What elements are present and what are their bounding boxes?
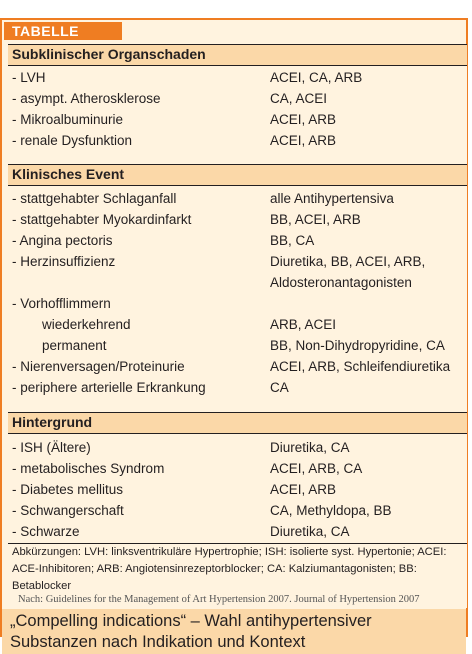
- row-value: CA, Methyldopa, BB: [270, 503, 392, 518]
- section-header-subclinical: Subklinischer Organschaden: [8, 44, 467, 66]
- table-row: [8, 88, 467, 109]
- row-label: - Nierenversagen/Proteinurie: [12, 359, 185, 374]
- row-value: CA: [270, 380, 289, 395]
- row-value: BB, Non-Dihydropyridine, CA: [270, 338, 445, 353]
- section-header-clinical-event: Klinisches Event: [8, 164, 467, 186]
- table-row: [8, 500, 467, 521]
- section-header-background: Hintergrund: [8, 412, 467, 434]
- row-label: - stattgehabter Schlaganfall: [12, 191, 177, 206]
- table-row: [8, 377, 467, 398]
- table-row: [8, 437, 467, 458]
- table-row: [8, 230, 467, 251]
- row-label: wiederkehrend: [42, 317, 131, 332]
- row-value: BB, ACEI, ARB: [270, 212, 361, 227]
- row-label: - LVH: [12, 70, 46, 85]
- row-label: - Mikroalbuminurie: [12, 112, 124, 127]
- indication-table: [8, 44, 467, 608]
- row-value: Diuretika, CA: [270, 524, 350, 539]
- row-value: Diuretika, BB, ACEI, ARB,: [270, 254, 426, 269]
- table-row: [8, 458, 467, 479]
- row-value: Aldosteronantagonisten: [270, 275, 412, 290]
- row-label: - Vorhofflimmern: [12, 296, 111, 311]
- table-row: [8, 293, 467, 314]
- abbreviations-note: Abkürzungen: LVH: linksventrikuläre Hypertrophie; ISH: isolierte syst. Hypertonie; ACEI: ACE-Inhibitoren; ARB: Angiotensinrezeptorblocker; CA: Kalziumantagonisten; BB: Betablocker: [12, 546, 447, 592]
- table-row: [8, 109, 467, 130]
- row-label: - metabolisches Syndrom: [12, 461, 165, 476]
- row-value: Diuretika, CA: [270, 440, 350, 455]
- source-note: Nach: Guidelines for the Management of Art Hypertension 2007. Journal of Hypertension 2007: [18, 594, 420, 605]
- table-row: [8, 521, 467, 542]
- table-row: [8, 67, 467, 88]
- row-value: ACEI, CA, ARB: [270, 70, 363, 85]
- table-tab-label: TABELLE: [4, 22, 122, 40]
- row-label: - Schwangerschaft: [12, 503, 124, 518]
- row-label: - Angina pectoris: [12, 233, 113, 248]
- table-row: [8, 479, 467, 500]
- row-label: permanent: [42, 338, 107, 353]
- row-value: ACEI, ARB: [270, 133, 337, 148]
- row-value: alle Antihypertensiva: [270, 191, 394, 206]
- row-value: CA, ACEI: [270, 91, 328, 106]
- table-caption: „Compelling indications“ – Wahl antihypertensiver Substanzen nach Indikation und Kontext: [2, 609, 466, 654]
- row-value: ACEI, ARB: [270, 112, 337, 127]
- row-label: - Diabetes mellitus: [12, 482, 124, 497]
- table-row: [8, 251, 467, 272]
- row-label: - asympt. Atherosklerose: [12, 91, 161, 106]
- row-value: ACEI, ARB, CA: [270, 461, 363, 476]
- row-label: - ISH (Ältere): [12, 440, 91, 455]
- row-label: - stattgehabter Myokardinfarkt: [12, 212, 192, 227]
- table-row: [8, 314, 467, 335]
- row-label: - Schwarze: [12, 524, 80, 539]
- row-label: - periphere arterielle Erkrankung: [12, 380, 206, 395]
- table-row: [8, 209, 467, 230]
- row-label: - renale Dysfunktion: [12, 133, 133, 148]
- table-row: [8, 130, 467, 151]
- table-row: [8, 356, 467, 377]
- row-value: ARB, ACEI: [270, 317, 337, 332]
- table-row: [8, 272, 467, 293]
- table-frame: [0, 18, 468, 651]
- table-row: [8, 188, 467, 209]
- table-row: [8, 335, 467, 356]
- row-label: - Herzinsuffizienz: [12, 254, 116, 269]
- row-value: BB, CA: [270, 233, 315, 248]
- row-value: ACEI, ARB: [270, 482, 337, 497]
- row-value: ACEI, ARB, Schleifendiuretika: [270, 359, 451, 374]
